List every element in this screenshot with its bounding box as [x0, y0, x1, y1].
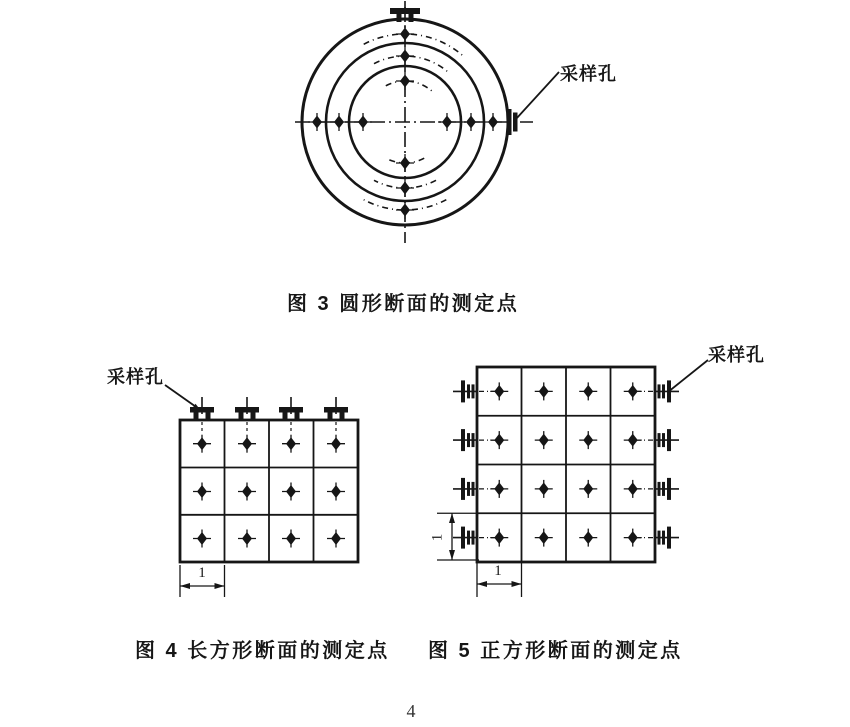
- fig4-diagram: [100, 355, 400, 605]
- page-number: 4: [406, 701, 416, 721]
- fig4-sampling-hole-label: 采样孔: [107, 367, 164, 387]
- fig5-left-dimension-label: 1: [429, 533, 446, 542]
- fig5-caption: 图 5 正方形断面的测定点: [428, 640, 683, 662]
- sampling-port-right-icon: [507, 109, 518, 135]
- fig3-caption: 图 3 圆形断面的测定点: [287, 293, 520, 315]
- fig3-diagram: [280, 0, 640, 265]
- fig5-bottom-dimension-label: 1: [494, 563, 502, 579]
- fig5-grid: [477, 367, 655, 562]
- fig3-sampling-hole-label: 采样孔: [560, 64, 617, 84]
- fig5-leader-line: [668, 360, 708, 392]
- fig4-dimension-label: 1: [198, 565, 206, 581]
- fig5-sampling-hole-label: 采样孔: [708, 345, 765, 365]
- fig5-diagram: [425, 335, 790, 605]
- fig3-leader-line: [516, 72, 559, 119]
- fig4-leader-line: [165, 385, 202, 412]
- fig4-caption: 图 4 长方形断面的测定点: [135, 640, 390, 662]
